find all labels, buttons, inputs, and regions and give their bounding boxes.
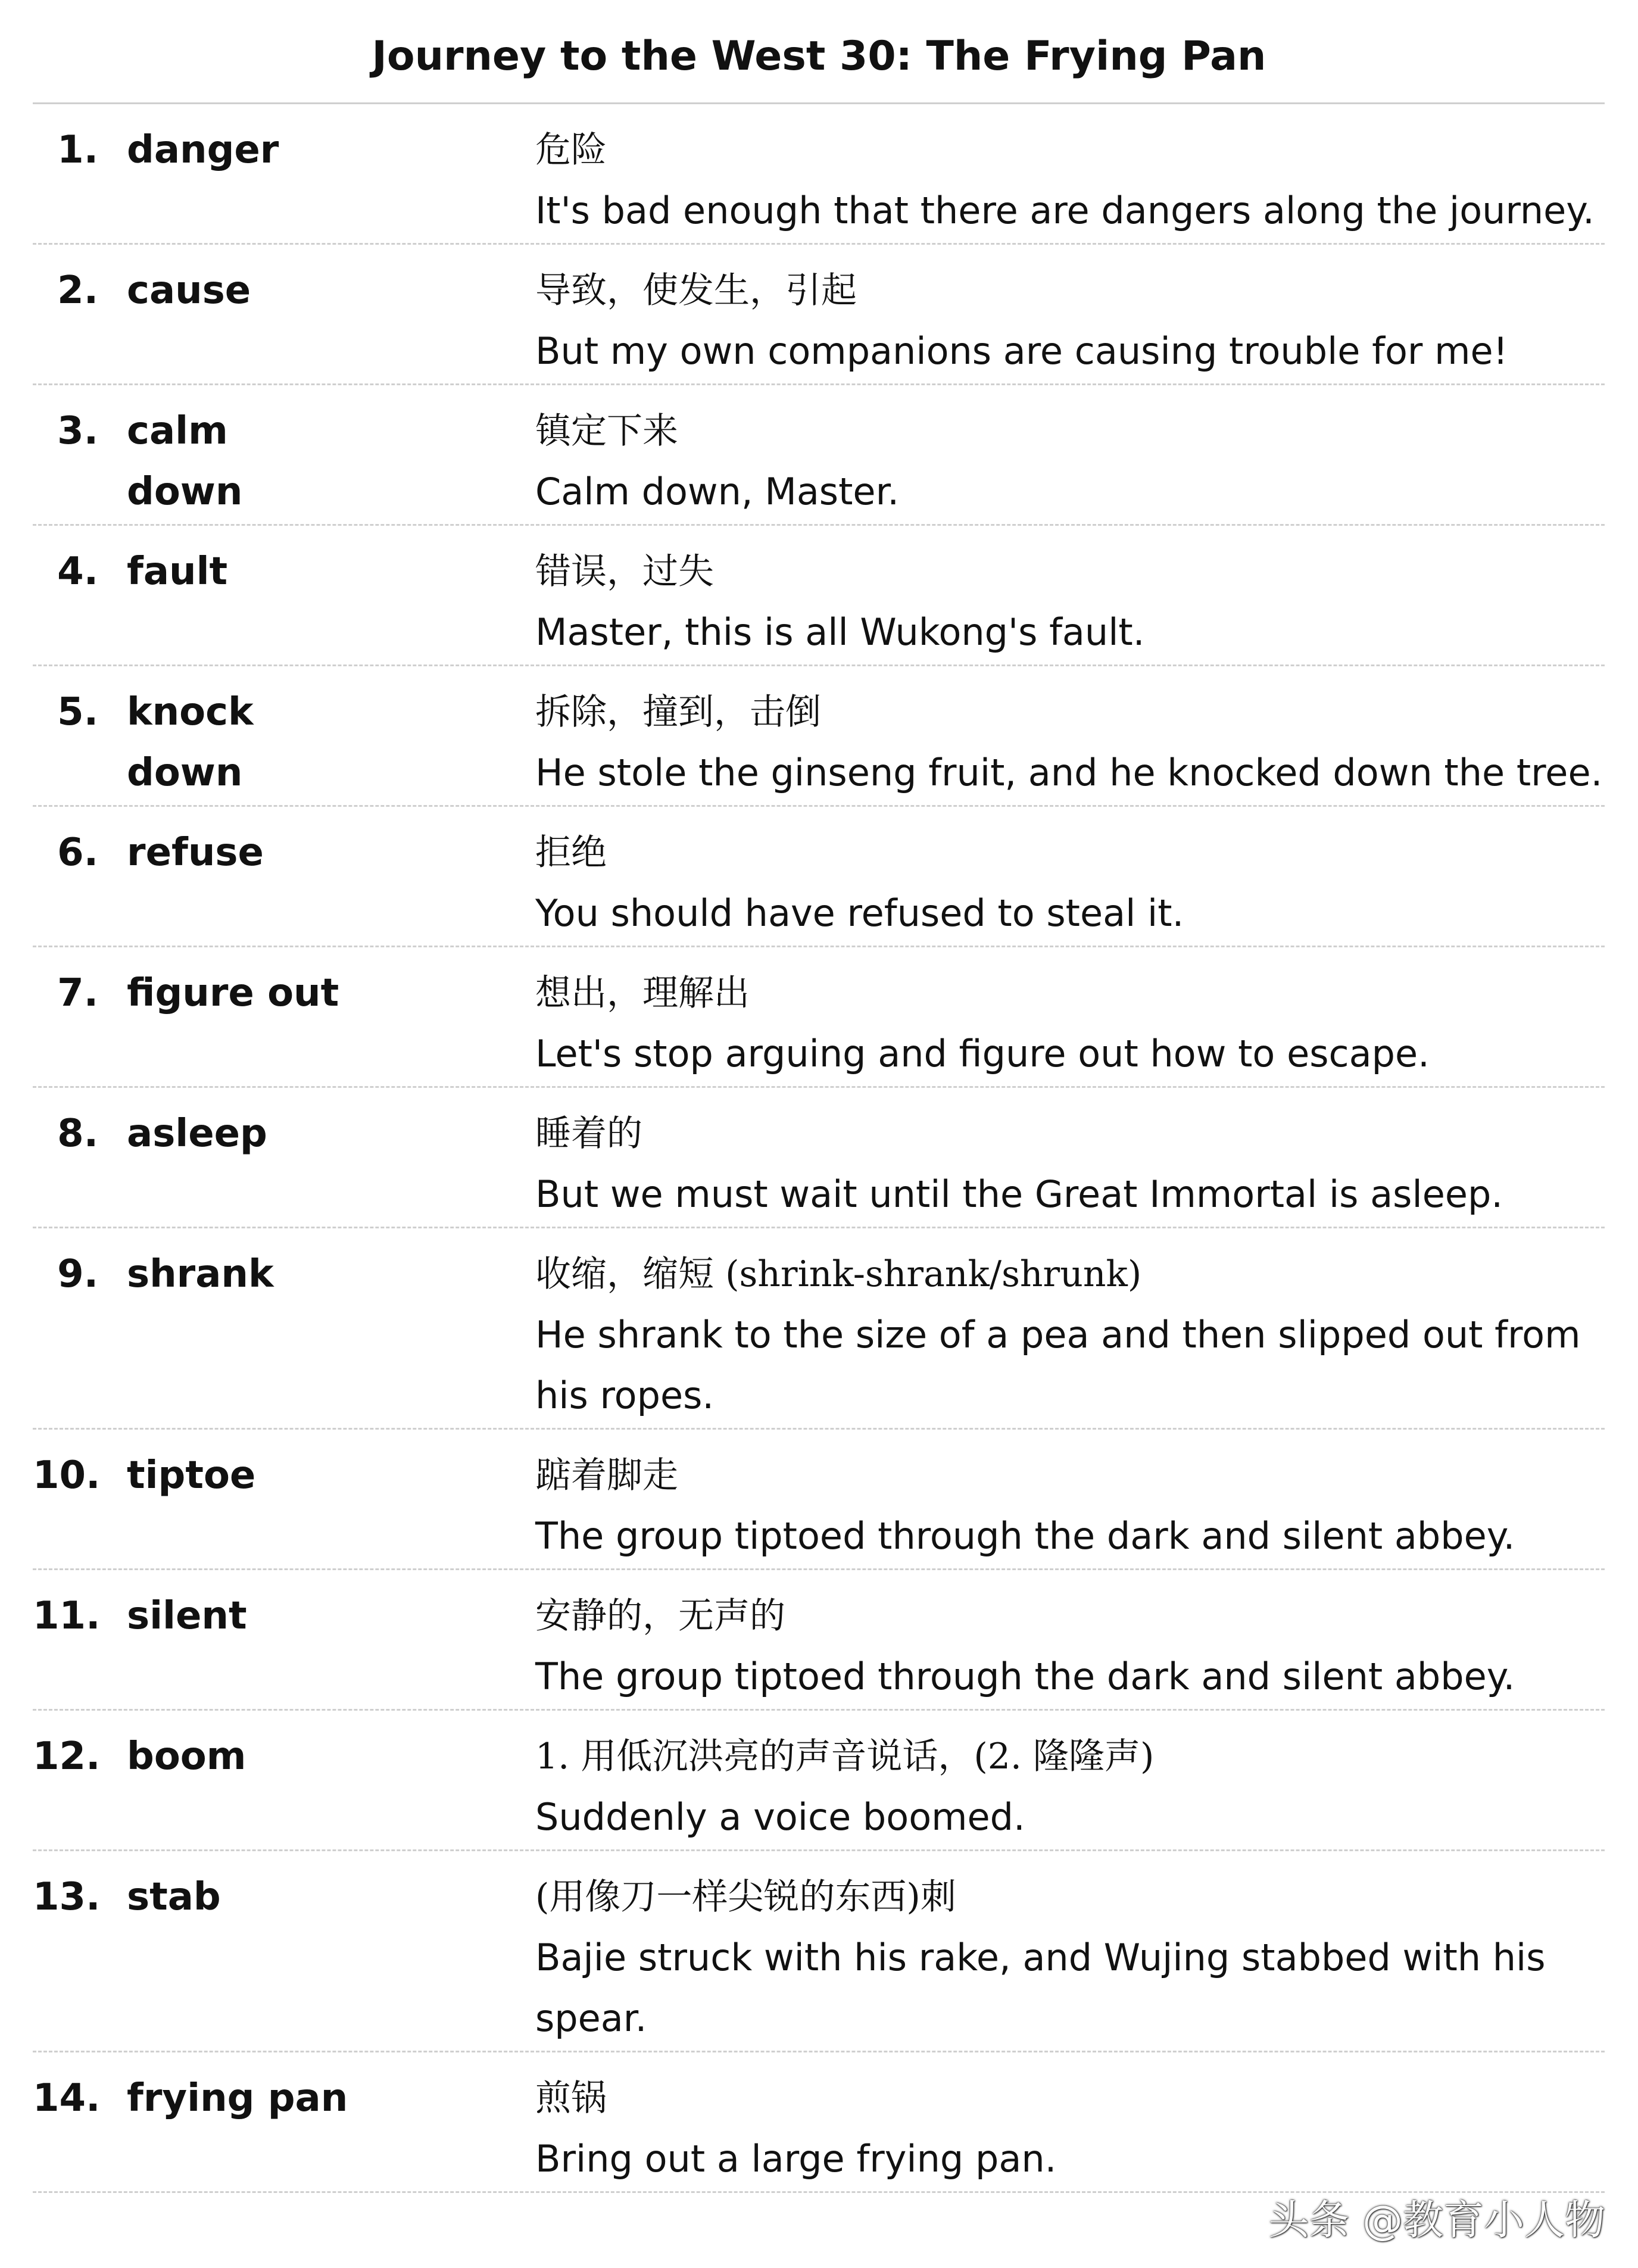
entry-number: 13.	[33, 1875, 101, 1919]
entry-chinese: 错误，过失	[535, 551, 714, 592]
entry-example: He shrank to the size of a pea and then slipped out from his ropes.	[535, 1313, 1581, 1417]
entry-example: The group tiptoed through the dark and silent abbey.	[535, 1655, 1515, 1698]
entry-number: 2.	[57, 269, 98, 313]
entry-example: You should have refused to steal it.	[535, 891, 1184, 935]
entry-number: 7.	[57, 971, 98, 1015]
entry-word: danger	[127, 128, 279, 172]
entry-word: asleep	[127, 1112, 267, 1156]
entry-chinese: 拆除，撞到，击倒	[535, 691, 821, 733]
entry-word: cause	[127, 269, 251, 313]
entry-example: But my own companions are causing trouble for me!	[535, 329, 1508, 373]
vocab-entry	[33, 666, 1605, 807]
vocab-entry	[33, 947, 1605, 1088]
vocabulary-list	[33, 104, 1605, 2193]
entry-word: frying pan	[127, 2076, 348, 2120]
entry-example: Let's stop arguing and figure out how to escape.	[535, 1032, 1430, 1075]
entry-word: shrank	[127, 1252, 274, 1296]
vocab-entry	[33, 1430, 1605, 1570]
entry-example: Suddenly a voice boomed.	[535, 1795, 1025, 1839]
entry-number: 3.	[57, 409, 98, 453]
entry-chinese: 收缩，缩短 (shrink-shrank/shrunk)	[535, 1253, 1142, 1295]
entry-chinese: (用像刀一样尖锐的东西)刺	[535, 1876, 956, 1918]
entry-word: stab	[127, 1875, 221, 1919]
vocab-entry	[33, 1228, 1605, 1430]
entry-word: tiptoe	[127, 1453, 256, 1498]
entry-chinese: 拒绝	[535, 832, 607, 873]
vocab-entry	[33, 1711, 1605, 1851]
entry-number: 5.	[57, 690, 98, 734]
vocab-entry	[33, 1088, 1605, 1228]
vocab-entry	[33, 104, 1605, 245]
entry-example: Calm down, Master.	[535, 470, 900, 513]
vocab-entry	[33, 526, 1605, 666]
entry-number: 10.	[33, 1453, 101, 1498]
vocab-entry	[33, 2052, 1605, 2193]
entry-example: Bajie struck with his rake, and Wujing stabbed with his spear.	[535, 1936, 1546, 2040]
entry-chinese: 煎锅	[535, 2077, 607, 2119]
entry-word: knock down	[127, 690, 254, 795]
entry-chinese: 1. 用低沉洪亮的声音说话，(2. 隆隆声)	[535, 1736, 1155, 1777]
entry-chinese: 睡着的	[535, 1113, 642, 1155]
entry-chinese: 导致，使发生，引起	[535, 270, 857, 311]
watermark: 头条 @教育小人物	[1268, 2197, 1605, 2244]
entry-number: 1.	[57, 128, 98, 172]
entry-number: 11.	[33, 1594, 101, 1638]
entry-number: 8.	[57, 1112, 98, 1156]
entry-example: Master, this is all Wukong's fault.	[535, 610, 1145, 654]
entry-word: silent	[127, 1594, 247, 1638]
entry-chinese: 镇定下来	[535, 410, 678, 452]
entry-number: 4.	[57, 550, 98, 594]
entry-number: 6.	[57, 831, 98, 875]
entry-chinese: 危险	[535, 129, 607, 171]
vocab-entry	[33, 807, 1605, 947]
entry-word: calm down	[127, 409, 243, 514]
vocab-entry	[33, 1851, 1605, 2052]
entry-example: He stole the ginseng fruit, and he knocked down the tree.	[535, 751, 1603, 794]
entry-number: 12.	[33, 1734, 101, 1779]
entry-word: refuse	[127, 831, 264, 875]
page-title: Journey to the West 30: The Frying Pan	[372, 33, 1266, 80]
entry-chinese: 踮着脚走	[535, 1455, 678, 1496]
vocab-entry	[33, 1570, 1605, 1711]
entry-number: 14.	[33, 2076, 101, 2120]
entry-word: boom	[127, 1734, 247, 1779]
entry-number: 9.	[57, 1252, 98, 1296]
entry-word: fault	[127, 550, 228, 594]
entry-word: figure out	[127, 971, 339, 1015]
entry-chinese: 想出，理解出	[535, 972, 750, 1014]
entry-example: It's bad enough that there are dangers along the journey.	[535, 189, 1595, 232]
entry-example: The group tiptoed through the dark and silent abbey.	[535, 1514, 1515, 1558]
vocab-entry	[33, 385, 1605, 526]
entry-chinese: 安静的，无声的	[535, 1595, 785, 1637]
entry-example: But we must wait until the Great Immortal is asleep.	[535, 1172, 1503, 1216]
entry-example: Bring out a large frying pan.	[535, 2137, 1057, 2180]
vocab-entry	[33, 245, 1605, 385]
